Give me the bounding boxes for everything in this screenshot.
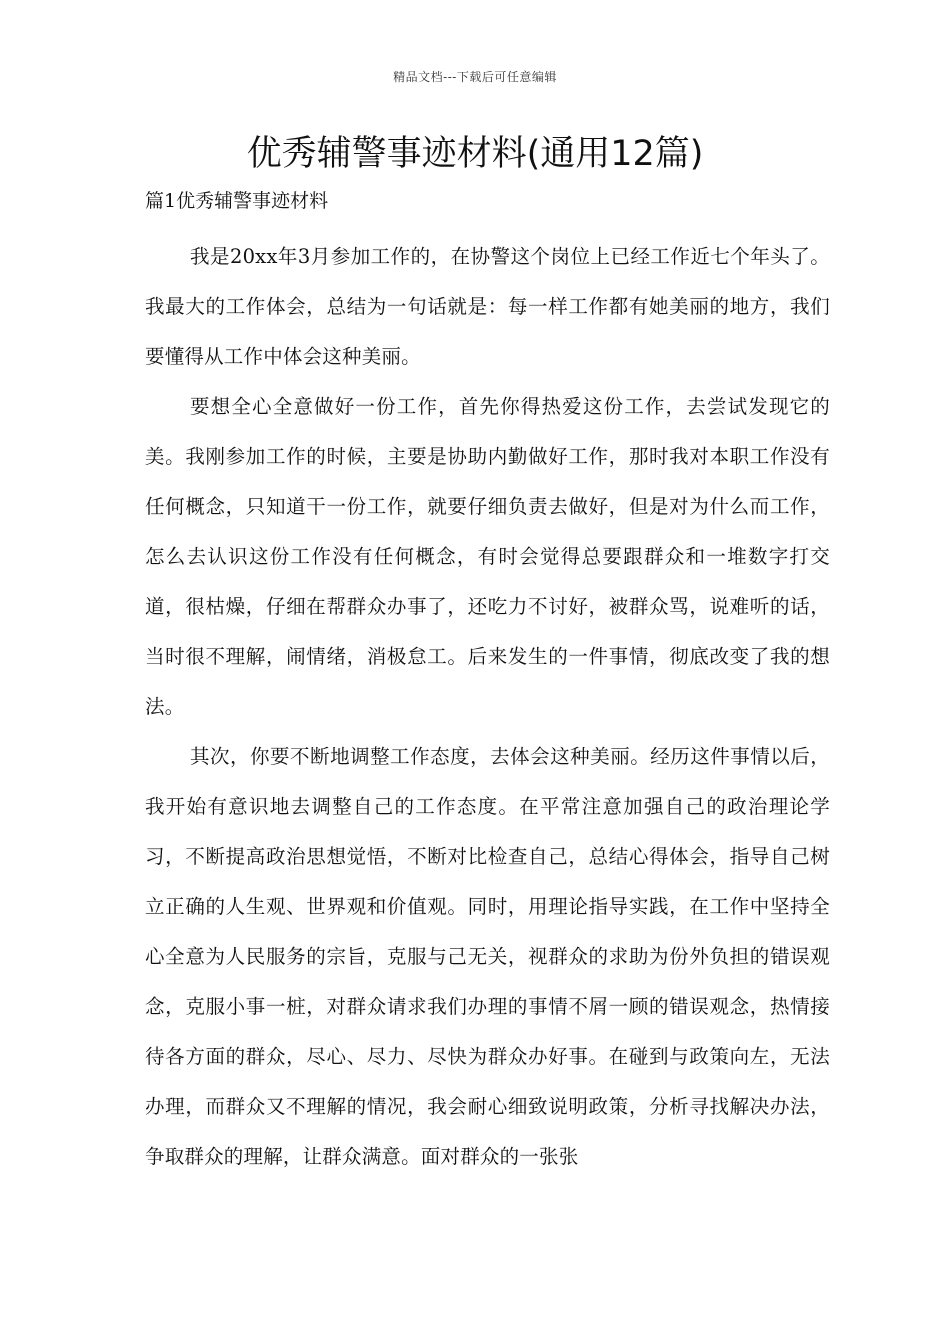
body-text [145,232,830,1182]
paragraph: 我是20xx年3月参加工作的，在协警这个岗位上已经工作近七个年头了。我最大的工作体会，总结为一句话就是：每一样工作都有她美丽的地方，我们要懂得从工作中体会这种美丽。 [145,245,830,368]
paragraph: 其次，你要不断地调整工作态度，去体会这种美丽。经历这件事情以后，我开始有意识地去调整自己的工作态度。在平常注意加强自己的政治理论学习，不断提高政治思想觉悟，不断对比检查自己，总结心得体会，指导自己树立正确的人生观、世界观和价值观。同时，用理论指导实践，在工作中坚持全心全意为人民服务的宗旨，克服与己无关，视群众的求助为份外负担的错误观念，克服小事一桩，对群众请求我们办理的事情不屑一顾的错误观念，热情接待各方面的群众，尽心、尽力、尽快为群众办好事。在碰到与政策向左，无法办理，而群众又不理解的情况，我会耐心细致说明政策，分析寻找解决办法，争取群众的理解，让群众满意。面对群众的一张张 [145,745,830,1168]
document-title: 优秀辅警事迹材料(通用12篇) [246,134,704,174]
paragraph: 要想全心全意做好一份工作，首先你得热爱这份工作，去尝试发现它的美。我刚参加工作的时候，主要是协助内勤做好工作，那时我对本职工作没有任何概念，只知道干一份工作，就要仔细负责去做好，但是对为什么而工作，怎么去认识这份工作没有任何概念，有时会觉得总要跟群众和一堆数字打交道，很枯燥，仔细在帮群众办事了，还吃力不讨好，被群众骂，说难听的话，当时很不理解，闹情绪，消极怠工。后来发生的一件事情，彻底改变了我的想法。 [145,395,830,718]
header-note: 精品文档---下载后可任意编辑 [393,70,557,84]
section-heading: 篇1优秀辅警事迹材料 [145,190,329,212]
